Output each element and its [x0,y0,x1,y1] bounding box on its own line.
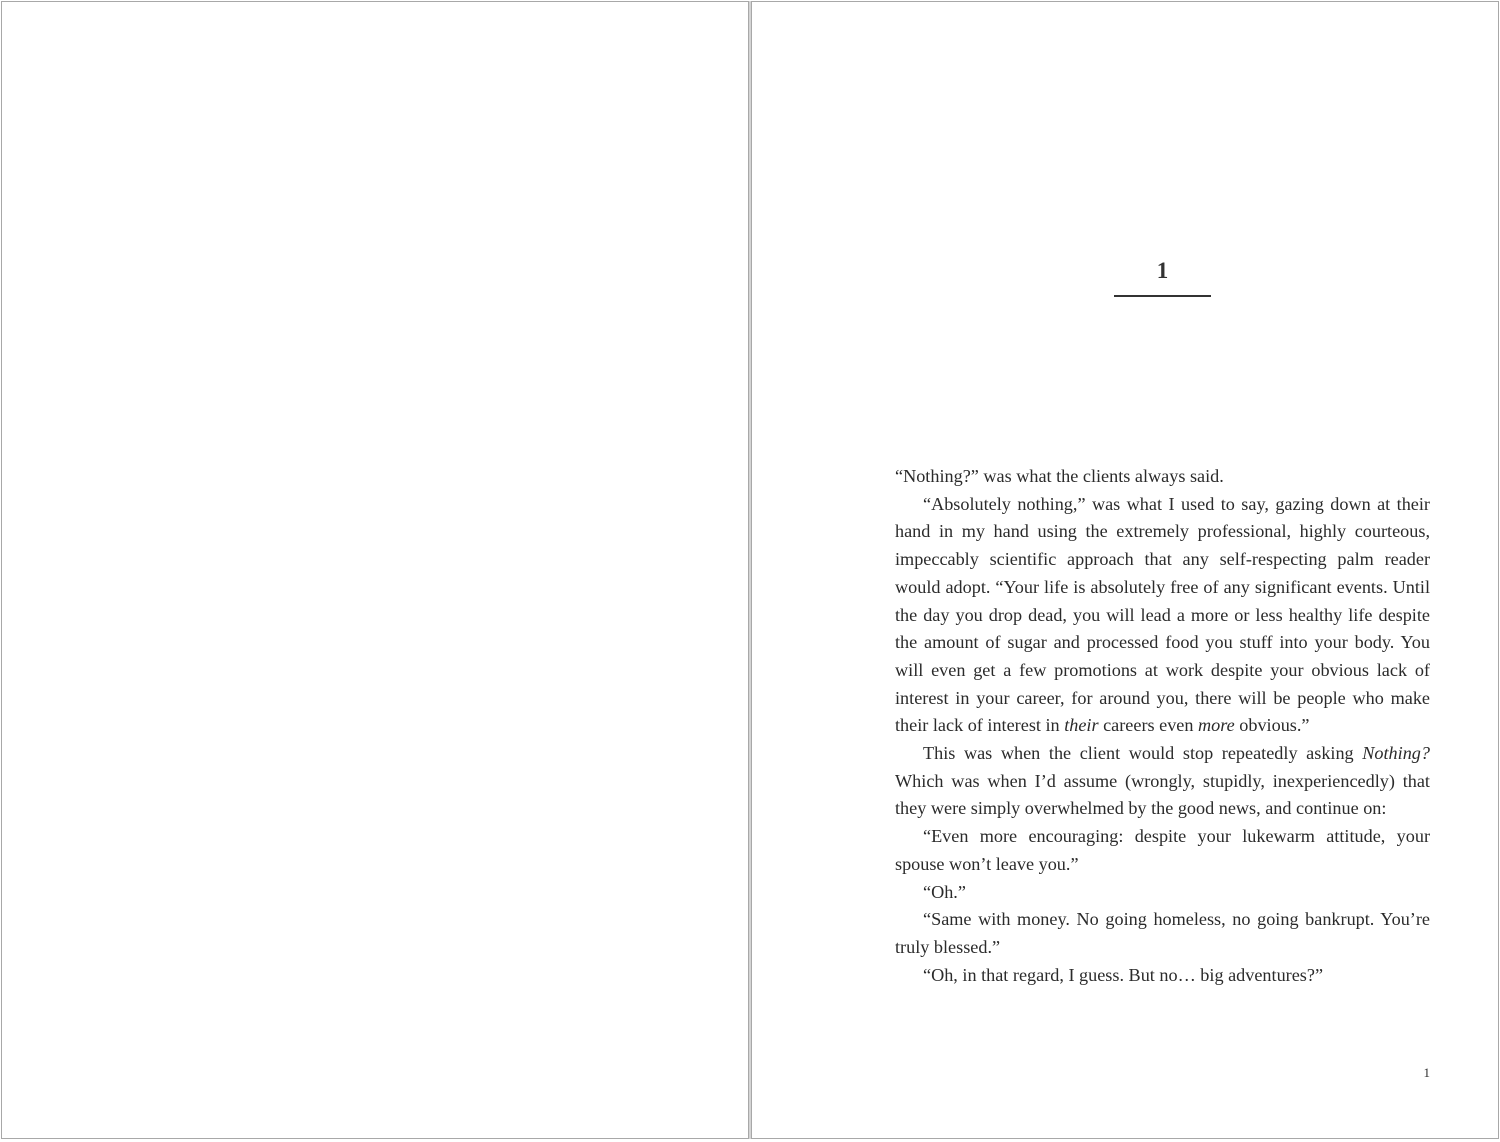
paragraph [895,962,1430,990]
paragraph [895,463,1430,491]
text-run: “Oh.” [923,881,966,902]
right-page [751,1,1499,1139]
left-page-blank [1,1,749,1139]
text-run: obvious.” [1234,715,1310,736]
italic-text: their [1064,715,1099,736]
paragraph [895,879,1430,907]
text-run: Which was when I’d assume (wrongly, stupidly, inexperiencedly) that they were simply overwhelmed by the good news, and continue on: [895,770,1430,819]
paragraph [895,491,1430,740]
italic-text: more [1198,715,1235,736]
italic-text: Nothing? [1362,743,1430,764]
text-run: “Nothing?” was what the clients always said. [895,466,1224,486]
text-run: “Oh, in that regard, I guess. But no… big adventures?” [923,964,1324,985]
text-run: “Same with money. No going homeless, no going bankrupt. You’re truly blessed.” [895,909,1430,957]
chapter-rule [1114,295,1211,297]
page-number: 1 [1423,1065,1430,1080]
text-run: “Absolutely nothing,” was what I used to say, gazing down at their hand in my hand using the extremely professional, highly courteous, impeccably scientific approach that any self-respecting palm reader would adopt. “Your life is absolutely free of any significant events. Until the day you drop dead, you will lead a more or less healthy life despite the amount of sugar and processed food you stuff into your body. You will even get a few promotions at work despite your obvious lack of interest in your career, for around you, there will be people who make their lack of interest in [895,493,1430,736]
text-run: “Even more encouraging: despite your lukewarm attitude, your spouse won’t leave you.” [895,826,1430,874]
text-run: This was when the client would stop repeatedly asking [923,743,1363,764]
paragraph [895,906,1430,961]
text-run: careers even [1098,715,1199,736]
chapter-number: 1 [1156,258,1169,283]
paragraph [895,823,1430,878]
paragraph [895,740,1430,823]
chapter-body-text [895,463,1430,989]
